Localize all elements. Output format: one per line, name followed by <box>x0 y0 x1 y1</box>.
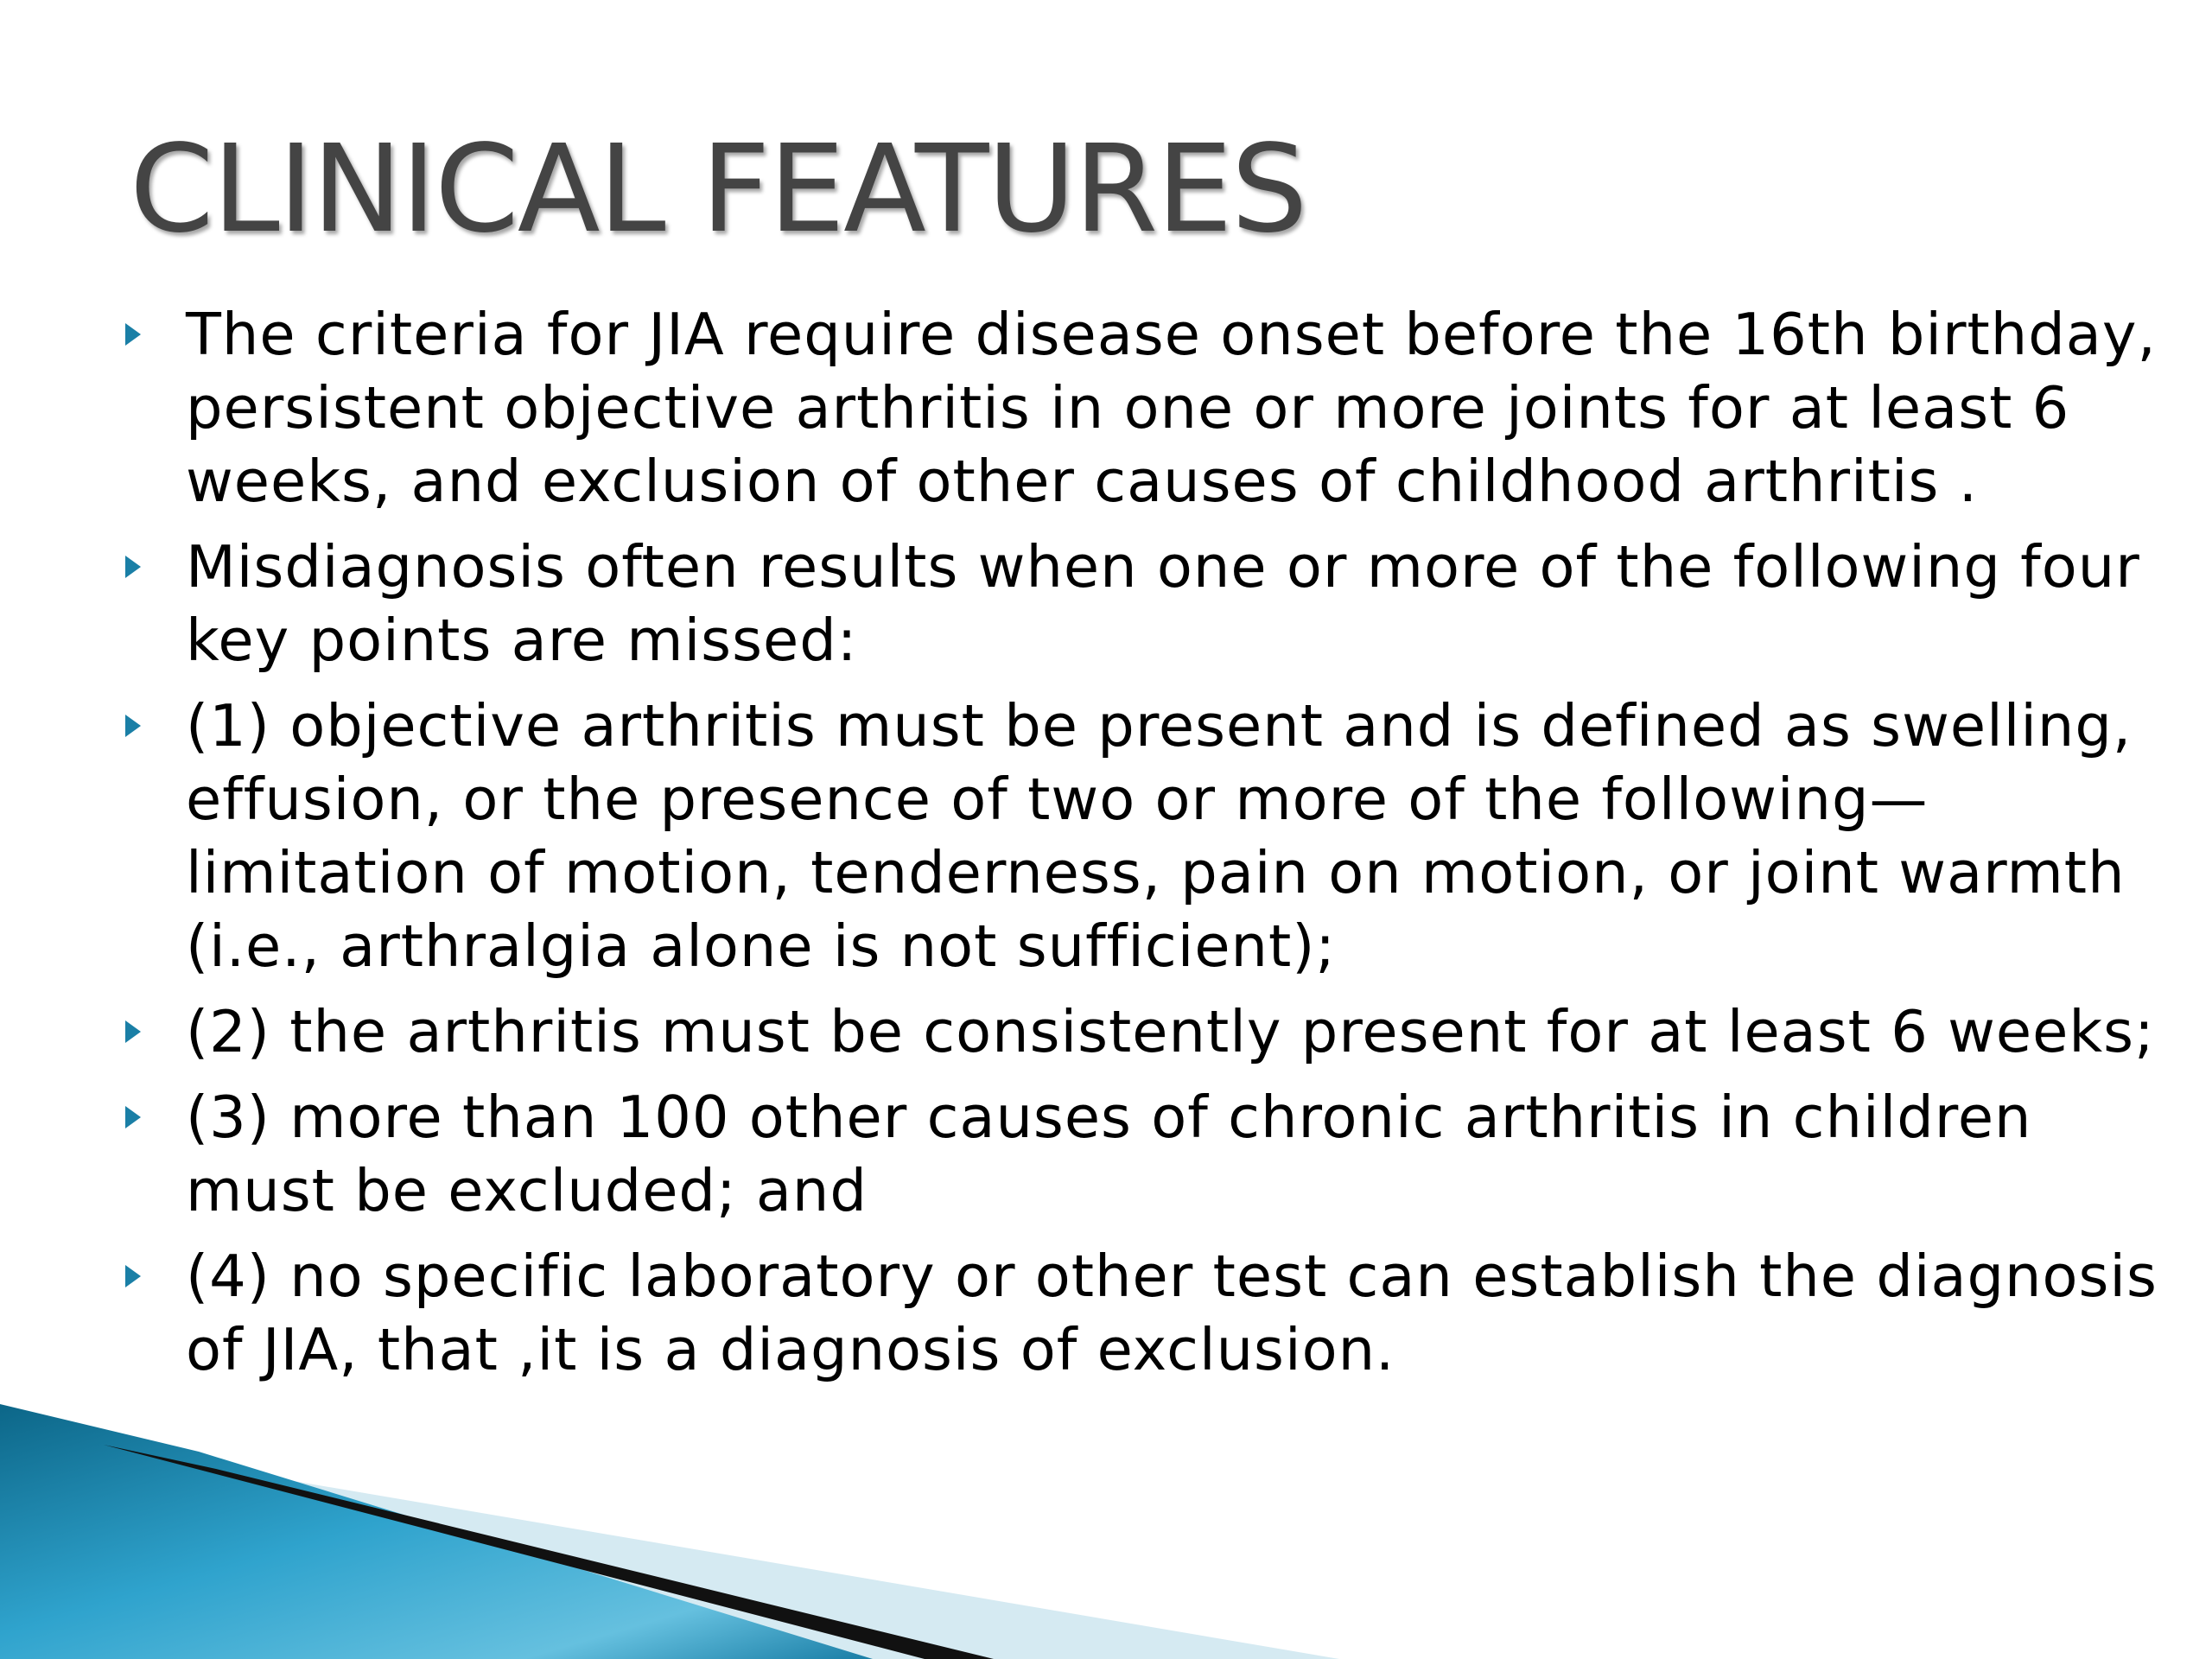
bullet-item <box>112 1081 2177 1228</box>
triangle-right-icon <box>125 556 141 578</box>
triangle-right-icon <box>125 1106 141 1128</box>
bullet-item <box>112 298 2177 518</box>
bullet-text: (3) more than 100 other causes of chronic arthritis in children must be excluded; and <box>186 1084 2032 1224</box>
bullet-list <box>112 298 2177 1399</box>
triangle-right-icon <box>125 1020 141 1043</box>
triangle-right-icon <box>125 715 141 737</box>
triangle-right-icon <box>125 1265 141 1287</box>
bullet-item <box>112 995 2177 1069</box>
bullet-text: Misdiagnosis often results when one or more of the following four key points are missed: <box>186 533 2140 674</box>
bullet-text: (4) no specific laboratory or other test can establish the diagnosis of JIA, that ,it is a diagnosis of exclusion. <box>186 1243 2158 1383</box>
bullet-text: (1) objective arthritis must be present and is defined as swelling, effusion, or the presence of two or more of the following—limitation of motion, tenderness, pain on motion, or joint warmth (i.e., arthralgia alone is not sufficient); <box>186 692 2133 980</box>
bullet-text: (2) the arthritis must be consistently present for at least 6 weeks; <box>186 998 2155 1065</box>
slide-title: CLINICAL FEATURES <box>130 119 1306 260</box>
bullet-item <box>112 1240 2177 1387</box>
triangle-right-icon <box>125 323 141 346</box>
bullet-text: The criteria for JIA require disease onset before the 16th birthday, persistent objective arthritis in one or more joints for at least 6 weeks, and exclusion of other causes of childhood arthritis . <box>186 301 2157 515</box>
bullet-item <box>112 690 2177 983</box>
bullet-item <box>112 531 2177 677</box>
